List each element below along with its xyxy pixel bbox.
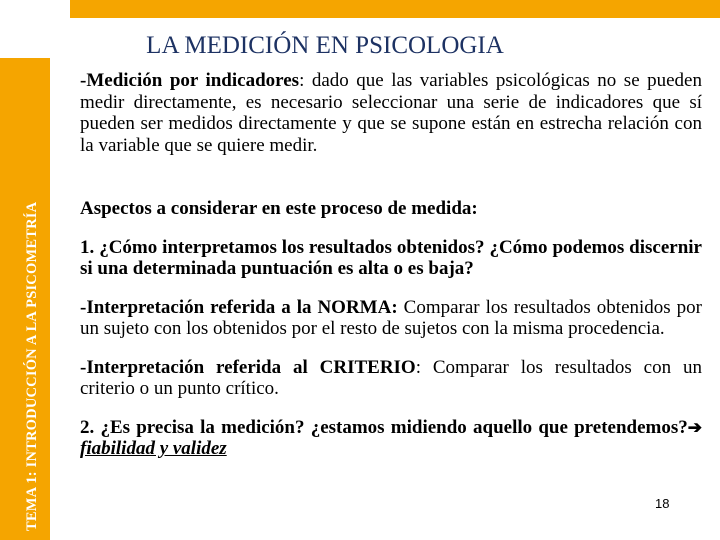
slide-content: [80, 70, 702, 460]
intro-label: -Medición por indicadores: [80, 70, 300, 91]
criterio-paragraph: [80, 357, 702, 400]
page-title-text: LA MEDICIÓN EN PSICOLOGIA: [146, 32, 504, 59]
page-title: [0, 32, 650, 60]
question-2-emphasis: fiabilidad y validez: [80, 438, 227, 459]
intro-paragraph: [80, 70, 702, 156]
page-number: 18: [655, 496, 670, 511]
arrow-right-icon: ➔: [687, 417, 702, 437]
intro-text: : dado que las variables psicológicas no se pueden medir directamente, es necesario seleccionar una serie de indicadores que sí pueden ser medidos directamente y que se supone están en estrecha relación con la variable que se quiere medir.: [80, 70, 702, 156]
norma-text: Comparar los resultados obtenidos por un sujeto con los obtenidos por el resto de sujetos con la misma procedencia.: [80, 296, 702, 339]
criterio-text: : Comparar los resultados con un criterio o un punto crítico.: [80, 356, 702, 399]
criterio-label: -Interpretación referida al CRITERIO: [80, 356, 416, 378]
norma-label: -Interpretación referida a la NORMA:: [80, 296, 398, 318]
norma-paragraph: [80, 297, 702, 340]
side-title: TEMA 1: INTRODUCCIÓN A LA PSICOMETRÍA: [24, 201, 40, 531]
question-2: [80, 417, 702, 460]
question-1: 1. ¿Cómo interpretamos los resultados obtenidos? ¿Cómo podemos discernir si una determinada puntuación es alta o es baja?: [80, 236, 702, 279]
top-accent-bar: [70, 0, 720, 18]
question-2-text: 2. ¿Es precisa la medición? ¿estamos midiendo aquello que pretendemos?: [80, 416, 688, 438]
aspects-heading: Aspectos a considerar en este proceso de medida:: [80, 198, 478, 219]
side-title-container: [0, 58, 50, 540]
